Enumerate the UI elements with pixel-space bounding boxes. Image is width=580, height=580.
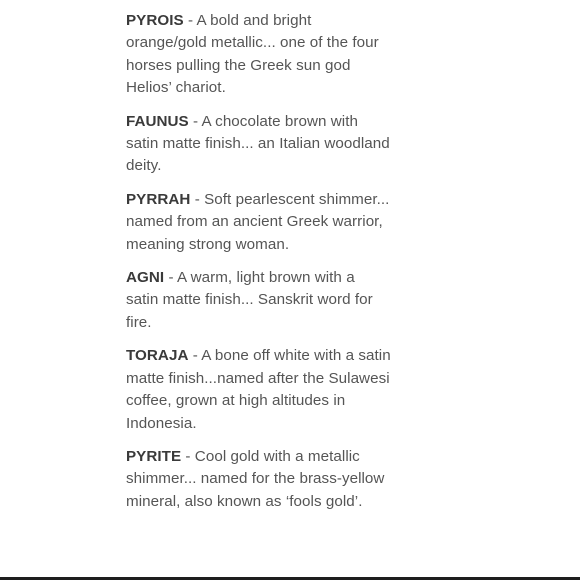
shade-name: AGNI — [126, 269, 165, 287]
shade-entry-toraja — [126, 345, 391, 435]
shade-description: - A bold and bright orange/gold metallic... one of the four horses pulling the Greek sun god Helios’ chariot. — [126, 12, 379, 97]
shade-description: - A bone off white with a satin matte finish...named after the Sulawesi coffee, grown at high altitudes in Indonesia. — [126, 347, 391, 432]
shade-description: - A warm, light brown with a satin matte finish... Sanskrit word for fire. — [126, 269, 373, 331]
shade-description: - Soft pearlescent shimmer... named from an ancient Greek warrior, meaning strong woman. — [126, 190, 390, 253]
shade-name: FAUNUS — [126, 112, 189, 130]
shade-entry-agni — [126, 267, 391, 334]
shade-entry-pyrois — [126, 10, 391, 100]
shade-description: - Cool gold with a metallic shimmer... named for the brass-yellow mineral, also known as ‘fools gold’. — [126, 447, 385, 510]
shade-name: TORAJA — [126, 347, 189, 365]
shade-description-list — [126, 10, 391, 524]
shade-description: - A chocolate brown with satin matte finish... an Italian woodland deity. — [126, 112, 390, 175]
shade-name: PYRRAH — [126, 190, 191, 208]
shade-name: PYROIS — [126, 12, 184, 29]
shade-name: PYRITE — [126, 447, 182, 465]
shade-entry-pyrite — [126, 446, 391, 513]
shade-entry-pyrrah — [126, 189, 391, 256]
shade-entry-faunus — [126, 111, 391, 178]
